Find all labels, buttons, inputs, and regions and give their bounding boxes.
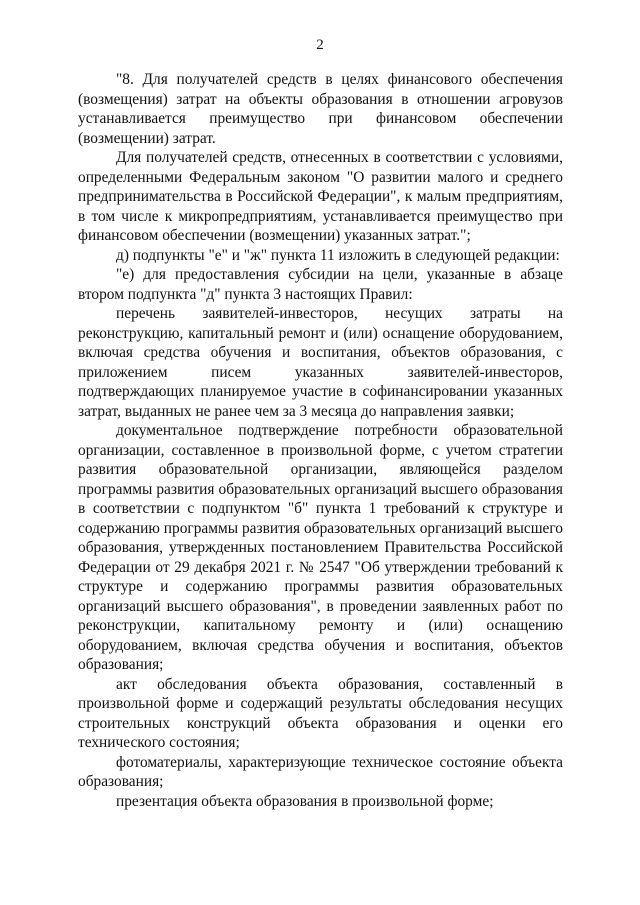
paragraph-subclause-d: д) подпункты "е" и "ж" пункта 11 изложить в следующей редакции: [116, 246, 560, 264]
paragraph-clause-8: "8. Для получателей средств в целях финансового обеспечения (возмещения) затрат на объекты образования в отношении агровузов устанавливается преимущество при финансовом обеспечении (возмещении) затрат. [78, 71, 563, 147]
paragraph-inspection-act: акт обследования объекта образования, составленный в произвольной форме и содержащий результаты обследования несущих строительных конструкций объекта образования и оценки его технического состояния; [78, 675, 563, 751]
paragraph-presentation: презентация объекта образования в произвольной форме; [116, 792, 494, 810]
paragraph-need-confirmation: документальное подтверждение потребности образовательной организации, составленное в произвольной форме, с учетом стратегии развития образовательной организации, являющейся разделом программы развития образовательных организаций высшего образования в соответствии с подпунктом "б" пункта 1 требований к структуре и содержанию программы развития образовательных организаций высшего образования, утвержденных постановлением Правительства Российской Федерации от 29 декабря 2021 г. № 2547 "Об утверждении требований к структуре и содержанию программы развития образовательных организаций высшего образования", в проведении заявленных работ по реконструкции, капитальному ремонту и (или) оснащению оборудованием, включая средства обучения и воспитания, объектов образования; [78, 422, 563, 673]
document-body [78, 70, 563, 811]
page-number: 2 [316, 37, 324, 53]
paragraph-subclause-e: "е) для предоставления субсидии на цели, указанные в абзаце втором подпункта "д" пункта 3 настоящих Правил: [78, 266, 563, 303]
paragraph-small-business-preference: Для получателей средств, отнесенных в соответствии с условиями, определенными Федеральным законом "О развитии малого и среднего предпринимательства в Российской Федерации", к малым предприятиям, в том числе к микропредприятиям, устанавливается преимущество при финансовом обеспечении (возмещении) указанных затрат."; [78, 149, 563, 244]
paragraph-photo-materials: фотоматериалы, характеризующие техническое состояние объекта образования; [78, 753, 563, 790]
paragraph-investor-list: перечень заявителей-инвесторов, несущих затраты на реконструкцию, капитальный ремонт и (или) оснащение оборудованием, включая средства обучения и воспитания, объектов образования, с приложением писем указанных заявителей-инвесторов, подтверждающих планируемое участие в софинансировании указанных затрат, выданных не ранее чем за 3 месяца до направления заявки; [78, 305, 563, 420]
